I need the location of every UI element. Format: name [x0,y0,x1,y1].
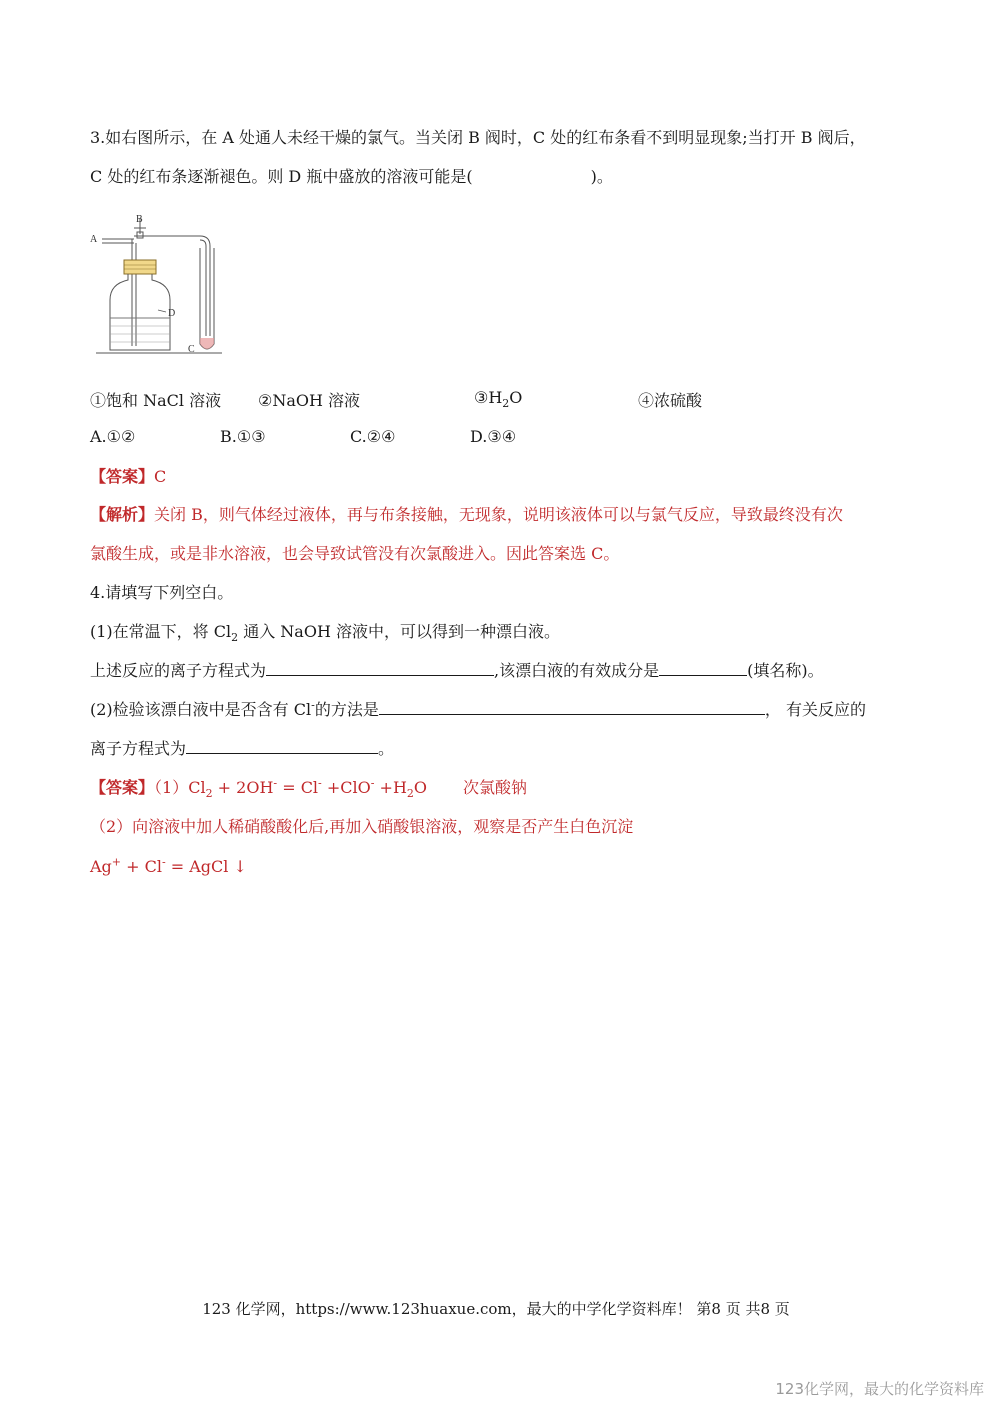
q3-answer: 【答案】C [90,467,167,486]
q4-answer-3: Ag+ + Cl- = AgCl ↓ [90,855,247,876]
q3-analysis-line2: 氯酸生成，或是非水溶液，也会导致试管没有次氯酸进入。因此答案选 C。 [90,544,620,563]
q3-analysis-line1: 【解析】关闭 B，则气体经过液体，再与布条接触，无现象，说明该液体可以与氯气反应，导致最终没有次 [90,505,843,524]
q4-part1: (1)在常温下，将 $Cl_2$ 通入 NaOH 溶液中，可以得到一种漂白液。 [90,622,560,645]
q3-choice-d: D.③④ [470,427,517,446]
q4-answer-2: （2）向溶液中加人稀硝酸酸化后,再加入硝酸银溶液，观察是否产生白色沉淀 [90,817,634,836]
gas-washing-apparatus-figure [88,208,228,360]
watermark: 123化学网，最大的化学资料库 [775,1380,984,1398]
label-c: C [188,344,195,355]
blank-ionic-equation[interactable] [266,661,494,676]
q4-part1-question: 上述反应的离子方程式为 ,该漂白液的有效成分是 (填名称)。 [90,661,824,680]
q3-item-1: ①饱和 NaCl 溶液 [90,391,222,410]
label-b: B [136,214,143,225]
q4-answer-1: 【答案】$(1)Cl_2 + 2OH^- = Cl^- +ClO^- +H_2O$ 次氯酸钠 [90,776,528,801]
label-d: D [168,308,176,319]
blank-reaction-equation[interactable] [186,739,378,754]
q3-item-4: ④浓硫酸 [638,391,703,410]
blank-test-method[interactable] [379,700,765,715]
page-footer: 123 化学网，https://www.123huaxue.com，最大的中学化学资料库！ 第8 页 共8 页 [202,1300,790,1318]
q4-part2-equation: 离子方程式为 。 [90,739,395,758]
q3-item-3: $③H_2O$ [474,388,523,411]
q3-choice-c: C.②④ [350,427,396,446]
blank-active-ingredient[interactable] [659,661,747,676]
q4-part2: (2)检验该漂白液中是否含有 Cl-的方法是 ， 有关反应的 [90,698,866,719]
q3-line2: C 处的红布条逐渐褪色。则 D 瓶中盛放的溶液可能是( )。 [90,167,613,186]
q3-line1: 3.如右图所示，在 A 处通人未经干燥的氯气。当关闭 B 阀时，C 处的红布条看不到明显现象;当打开 B 阀后， [90,128,866,147]
q4-title: 4.请填写下列空白。 [90,583,234,602]
label-a: A [90,234,98,245]
q3-choice-b: B.①③ [220,427,266,446]
q3-item-2: ②NaOH 溶液 [258,391,361,410]
q3-choice-a: A.①② [90,427,136,446]
